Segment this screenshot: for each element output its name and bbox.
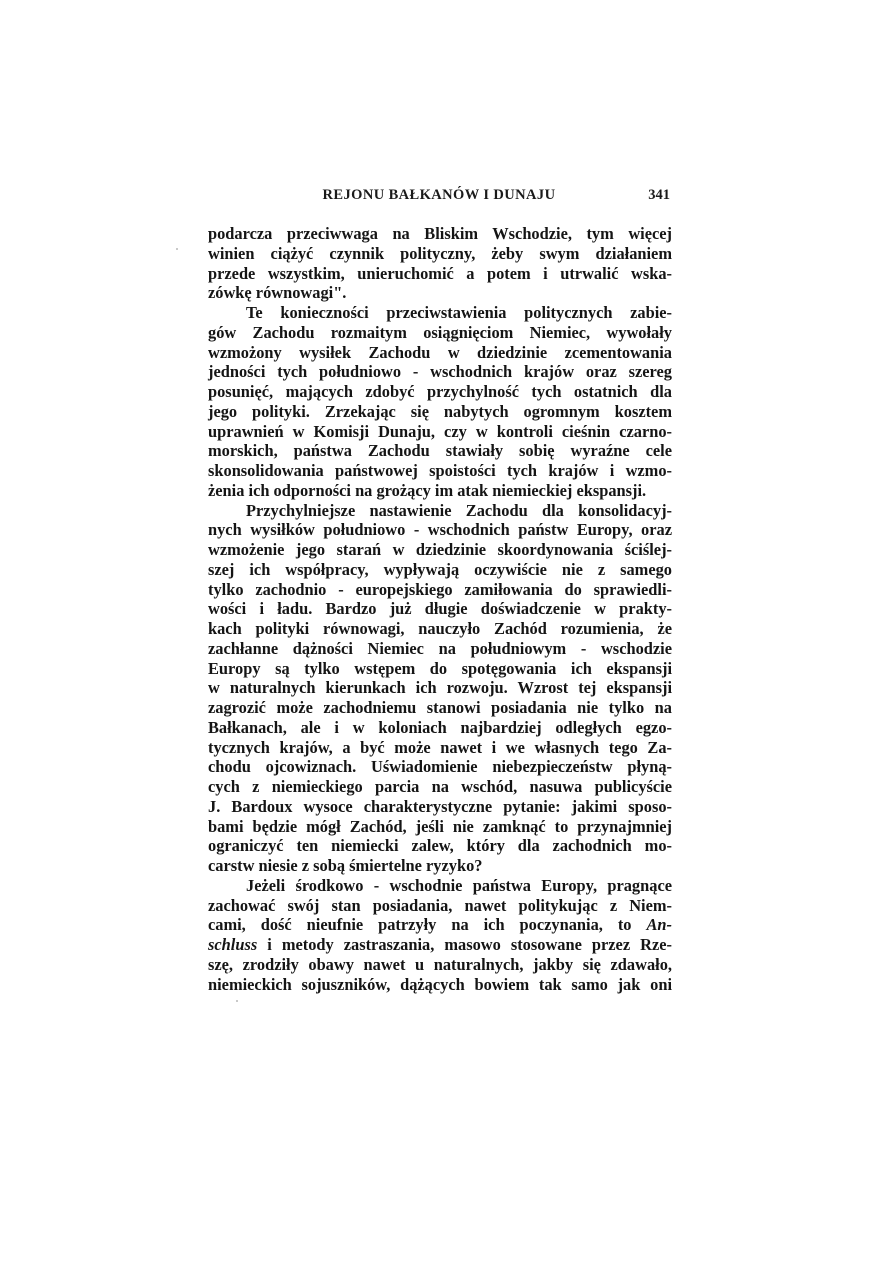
- text-line: Europy są tylko wstępem do spotęgowania ich ekspansji: [208, 658, 672, 678]
- paragraph-start: Przychylniejsze nastawienie Zachodu dla konsolidacyj-: [246, 500, 672, 520]
- italic-term: An-: [646, 915, 672, 935]
- text-line: szę, zrodziły obawy nawet u naturalnych, jakby się zdawało,: [208, 954, 672, 974]
- text-line: szej ich współpracy, wypływają oczywiście nie z samego: [208, 559, 672, 579]
- text-line: przede wszystkim, unieruchomić a potem i utrwalić wska-: [208, 263, 672, 283]
- text-line: zówkę równowagi".: [208, 283, 347, 303]
- text-line: zachować swój stan posiadania, nawet politykując z Niem-: [208, 895, 672, 915]
- text-line: tycznych krajów, a być może nawet i we własnych tego Za-: [208, 737, 672, 757]
- text-line: posunięć, mających zdobyć przychylność tych ostatnich dla: [208, 382, 672, 401]
- text-line: J. Bardoux wysoce charakterystyczne pytanie: jakimi sposo-: [208, 796, 672, 816]
- text-line: chodu ojcowiznach. Uświadomienie niebezpieczeństw płyną-: [208, 757, 672, 777]
- text-line: [208, 915, 672, 935]
- text-line: w naturalnych kierunkach ich rozwoju. Wzrost tej ekspansji: [208, 678, 672, 698]
- line-text: cami, dość nieufnie patrzyły na ich poczynania, to: [208, 915, 647, 935]
- text-line: bami będzie mógł Zachód, jeśli nie zamknąć to przynajmniej: [208, 816, 672, 836]
- text-line: skonsolidowania państwowej spoistości tych krajów i wzmo-: [208, 461, 672, 480]
- text-line: cych z niemieckiego parcia na wschód, nasuwa publicyście: [208, 777, 672, 796]
- text-line: wzmożenie jego starań w dziedzinie skoordynowania ściślej-: [208, 540, 672, 559]
- text-line: uprawnień w Komisji Dunaju, czy w kontroli cieśnin czarno-: [208, 421, 672, 441]
- running-title: REJONU BAŁKANÓW I DUNAJU: [322, 187, 556, 203]
- text-line: nych wysiłków południowo - wschodnich państw Europy, oraz: [208, 520, 672, 540]
- page-number: 341: [648, 187, 670, 203]
- text-line: winien ciążyć czynnik polityczny, żeby swym działaniem: [208, 243, 672, 263]
- paragraph-start: Te konieczności przeciwstawienia politycznych zabie-: [246, 303, 672, 322]
- body-text: [208, 224, 672, 994]
- text-line: tylko zachodnio - europejskiego zamiłowania do sprawiedli-: [208, 579, 672, 599]
- text-line: gów Zachodu rozmaitym osiągnięciom Niemiec, wywołały: [208, 322, 672, 342]
- paper-speck: [236, 1000, 238, 1002]
- italic-term: schluss: [208, 935, 258, 954]
- paragraph-start: Jeżeli środkowo - wschodnie państwa Europy, pragnące: [246, 875, 672, 895]
- text-line: jedności tych południowo - wschodnich krajów oraz szereg: [208, 362, 672, 382]
- text-line: kach polityki równowagi, nauczyło Zachód rozumienia, że: [208, 619, 672, 638]
- text-line: wzmożony wysiłek Zachodu w dziedzinie zcementowania: [208, 342, 672, 362]
- paper-speck: [176, 248, 178, 250]
- text-line: Bałkanach, ale i w koloniach najbardziej odległych egzo-: [208, 717, 672, 737]
- text-line: żenia ich odporności na grożący im atak niemieckiej ekspansji.: [208, 480, 647, 500]
- text-line: ograniczyć ten niemiecki zalew, który dla zachodnich mo-: [208, 836, 672, 856]
- text-line: niemieckich sojuszników, dążących bowiem tak samo jak oni: [208, 974, 672, 994]
- text-line: podarcza przeciwwaga na Bliskim Wschodzie, tym więcej: [208, 224, 672, 243]
- text-line: zagrozić może zachodniemu stanowi posiadania nie tylko na: [208, 698, 672, 717]
- text-line: morskich, państwa Zachodu stawiały sobię wyraźne cele: [208, 441, 672, 461]
- line-text: i metody zastraszania, masowo stosowane przez Rze-: [267, 935, 672, 954]
- text-line: zachłanne dążności Niemiec na południowym - wschodzie: [208, 638, 672, 658]
- running-head: [208, 187, 670, 209]
- text-line: wości i ładu. Bardzo już długie doświadczenie w prakty-: [208, 599, 672, 619]
- text-line: carstw niesie z sobą śmiertelne ryzyko?: [208, 856, 483, 875]
- text-line: [208, 935, 672, 955]
- text-line: jego polityki. Zrzekając się nabytych ogromnym kosztem: [208, 401, 672, 421]
